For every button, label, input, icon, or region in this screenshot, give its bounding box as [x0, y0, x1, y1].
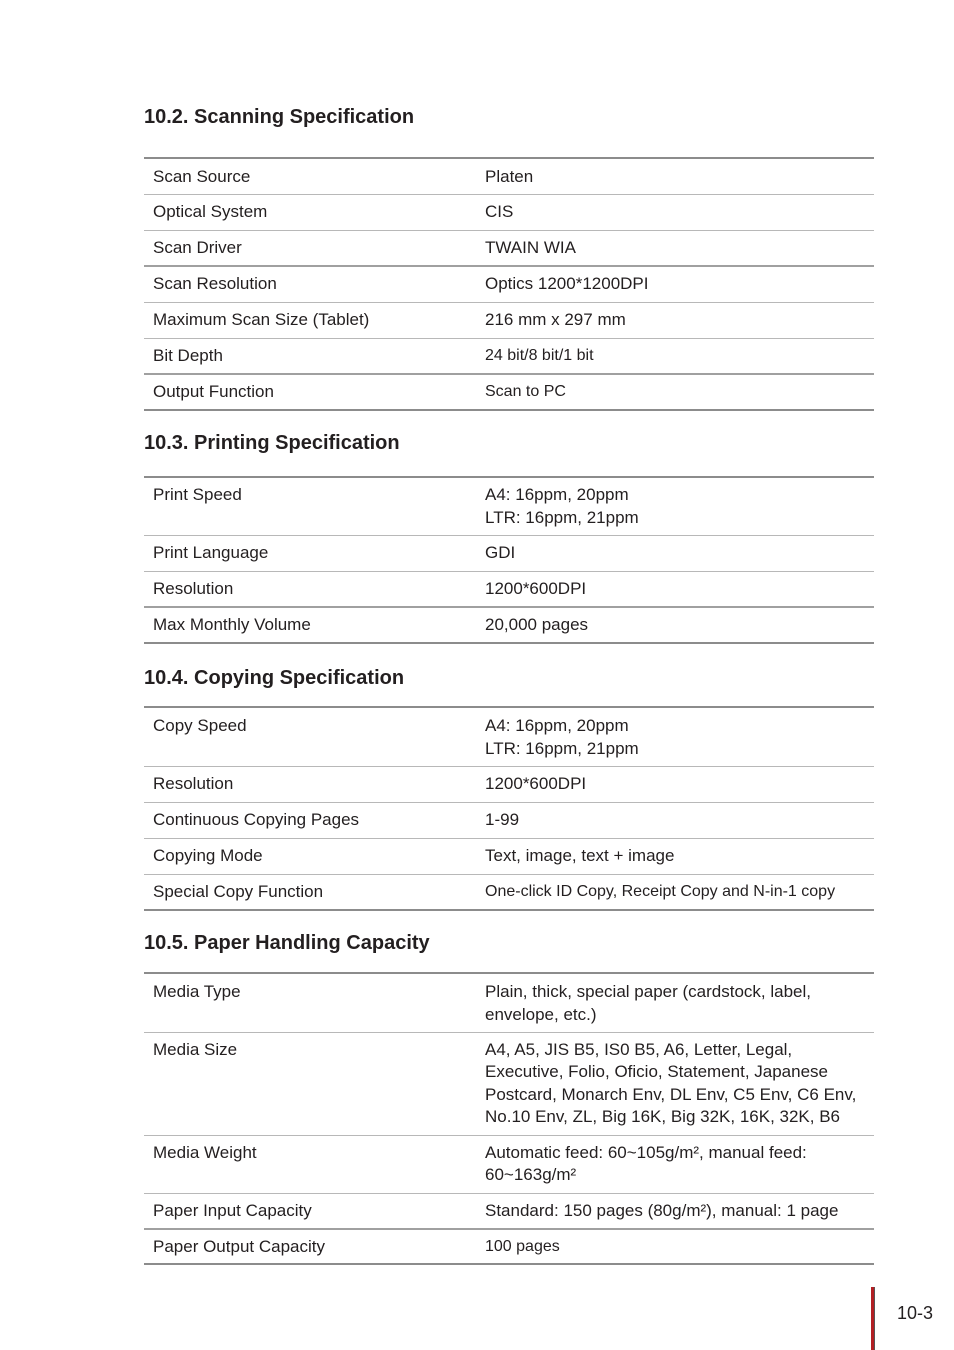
spec-key: Special Copy Function [144, 874, 476, 910]
spec-key: Media Type [144, 973, 476, 1032]
spec-value [476, 973, 874, 1032]
spec-value-line: envelope, etc.) [485, 1004, 597, 1024]
spec-value-line: No.10 Env, ZL, Big 16K, Big 32K, 16K, 32K, B6 [485, 1107, 841, 1126]
spec-value-line: Plain, thick, special paper (cardstock, label, [485, 982, 811, 1001]
section-title-paper-handling: 10.5. Paper Handling Capacity [144, 932, 430, 954]
table-row [144, 1135, 874, 1193]
spec-key: Paper Input Capacity [144, 1193, 476, 1229]
spec-key: Continuous Copying Pages [144, 802, 476, 838]
spec-value: 24 bit/8 bit/1 bit [476, 338, 874, 374]
spec-key: Output Function [144, 374, 476, 410]
spec-table-paper-handling [144, 972, 874, 1265]
table-row [144, 607, 874, 643]
spec-table-printing [144, 476, 874, 644]
spec-value-line: Postcard, Monarch Env, DL Env, C5 Env, C6 Env, [485, 1084, 857, 1104]
table-row [144, 477, 874, 535]
spec-value-line: 60~163g/m² [485, 1165, 577, 1184]
table-row [144, 973, 874, 1032]
table-row [144, 766, 874, 802]
spec-key: Media Size [144, 1032, 476, 1135]
table-row [144, 1193, 874, 1229]
spec-value: Standard: 150 pages (80g/m²), manual: 1 page [476, 1193, 874, 1229]
table-row [144, 1229, 874, 1264]
spec-value: 216 mm x 297 mm [476, 302, 874, 338]
spec-key: Scan Source [144, 158, 476, 194]
spec-value: 1200*600DPI [476, 571, 874, 607]
table-row [144, 535, 874, 571]
spec-value: 100 pages [476, 1229, 874, 1264]
spec-key: Resolution [144, 571, 476, 607]
spec-value [476, 707, 874, 766]
spec-key: Scan Resolution [144, 266, 476, 302]
spec-key: Max Monthly Volume [144, 607, 476, 643]
table-row [144, 838, 874, 874]
spec-value: Platen [476, 158, 874, 194]
spec-key: Copying Mode [144, 838, 476, 874]
table-row [144, 338, 874, 374]
spec-value [476, 1135, 874, 1193]
spec-value: GDI [476, 535, 874, 571]
spec-value: 20,000 pages [476, 607, 874, 643]
spec-value-line: A4, A5, JIS B5, IS0 B5, A6, Letter, Legal, [485, 1039, 793, 1059]
spec-value: Optics 1200*1200DPI [476, 266, 874, 302]
spec-value-line: A4: 16ppm, 20ppm [485, 485, 629, 504]
table-row [144, 707, 874, 766]
spec-value [476, 477, 874, 535]
table-row [144, 874, 874, 910]
spec-key: Optical System [144, 194, 476, 230]
spec-key: Resolution [144, 766, 476, 802]
spec-key: Media Weight [144, 1135, 476, 1193]
table-row [144, 374, 874, 410]
spec-value: CIS [476, 194, 874, 230]
spec-value [476, 1032, 874, 1135]
section-title-copying: 10.4. Copying Specification [144, 667, 405, 689]
spec-value-line: LTR: 16ppm, 21ppm [485, 738, 639, 758]
spec-key: Maximum Scan Size (Tablet) [144, 302, 476, 338]
spec-table-copying [144, 706, 874, 911]
spec-value-line: Executive, Folio, Oficio, Statement, Japanese [485, 1062, 829, 1081]
spec-value: Scan to PC [476, 374, 874, 410]
table-row [144, 230, 874, 266]
spec-value-line: A4: 16ppm, 20ppm [485, 716, 629, 735]
footer-divider [874, 1287, 875, 1350]
spec-key: Copy Speed [144, 707, 476, 766]
spec-value: One-click ID Copy, Receipt Copy and N-in-1 copy [476, 874, 874, 910]
spec-key: Scan Driver [144, 230, 476, 266]
section-title-scanning: 10.2. Scanning Specification [144, 106, 415, 128]
table-row [144, 158, 874, 194]
spec-table-scanning [144, 157, 874, 411]
spec-value: Text, image, text + image [476, 838, 874, 874]
spec-key: Print Language [144, 535, 476, 571]
table-row [144, 1032, 874, 1135]
table-row [144, 266, 874, 302]
spec-value: TWAIN WIA [476, 230, 874, 266]
page-number: 10-3 [897, 1303, 934, 1323]
spec-value: 1200*600DPI [476, 766, 874, 802]
section-title-printing: 10.3. Printing Specification [144, 432, 400, 454]
spec-key: Print Speed [144, 477, 476, 535]
spec-key: Paper Output Capacity [144, 1229, 476, 1264]
table-row [144, 571, 874, 607]
table-row [144, 802, 874, 838]
spec-value: 1-99 [476, 802, 874, 838]
spec-key: Bit Depth [144, 338, 476, 374]
spec-value-line: LTR: 16ppm, 21ppm [485, 507, 639, 527]
table-row [144, 302, 874, 338]
spec-value-line: Automatic feed: 60~105g/m², manual feed: [485, 1142, 807, 1162]
table-row [144, 194, 874, 230]
